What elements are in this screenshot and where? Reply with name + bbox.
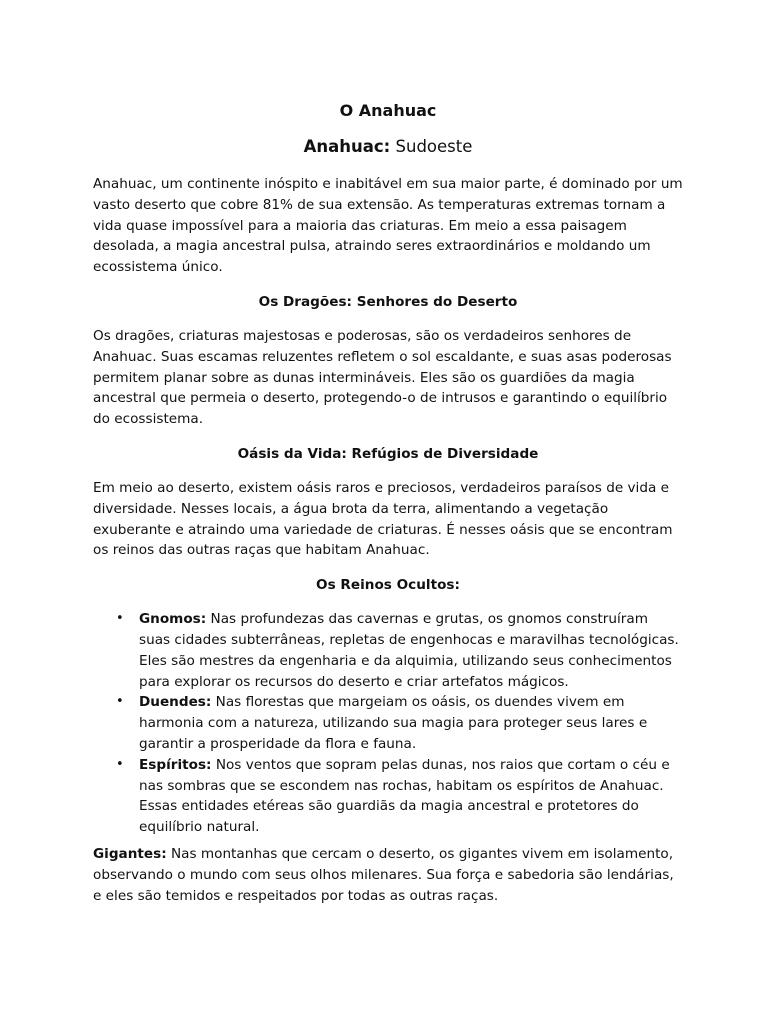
section-paragraph-oasis: Em meio ao deserto, existem oásis raros e preciosos, verdadeiros paraísos de vida e diversidade. Nesses locais, a água brota da terra, alimentando a vegetação exuberante e atraindo uma variedade de criaturas. É nesses oásis que se encontram os reinos das outras raças que habitam Anahuac. xyxy=(93,479,673,559)
giants-description: Nas montanhas que cercam o deserto, os gigantes vivem em isolamento, observando o mundo com seus olhos milenares. Sua força e sabedoria são lendárias, e eles são temidos e respeitados por todas as outras raças. xyxy=(93,845,674,904)
section-heading-dragons: Os Dragões: Senhores do Deserto xyxy=(258,293,518,310)
realm-term: Espíritos: xyxy=(139,756,212,773)
document-subtitle xyxy=(93,136,683,158)
section-heading-realms: Os Reinos Ocultos: xyxy=(316,577,460,594)
intro-paragraph: Anahuac, um continente inóspito e inabitável em sua maior parte, é dominado por um vasto deserto que cobre 81% de sua extensão. As temperaturas extremas tornam a vida quase impossível para a maioria das criaturas. Em meio a essa paisagem desolada, a magia ancestral pulsa, atraindo seres extraordinários e moldando um ecossistema único. xyxy=(93,176,683,276)
bullet-icon: • xyxy=(116,756,124,772)
list-item-gnomos xyxy=(93,609,683,692)
list-item-espiritos xyxy=(93,755,683,838)
realms-list xyxy=(93,609,683,838)
section-paragraph-dragons: Os dragões, criaturas majestosas e poderosas, são os verdadeiros senhores de Anahuac. Suas escamas reluzentes refletem o sol escaldante, e suas asas poderosas permitem planar sobre as dunas intermináveis. Eles são os guardiões da magia ancestral que permeia o deserto, protegendo-o de intrusos e garantindo o equilíbrio do ecossistema. xyxy=(93,327,672,428)
giants-paragraph xyxy=(93,844,683,906)
document-title: O Anahuac xyxy=(339,101,437,120)
realm-description: Nos ventos que sopram pelas dunas, nos raios que cortam o céu e nas sombras que se escondem nas rochas, habitam os espíritos de Anahuac. Essas entidades etéreas são guardiãs da magia ancestral e protetores do equilíbrio natural. xyxy=(139,756,670,836)
list-item-duendes xyxy=(93,692,683,754)
subtitle-label: Anahuac: xyxy=(303,137,391,156)
subtitle-value: Sudoeste xyxy=(390,137,473,156)
section-heading-oasis: Oásis da Vida: Refúgios de Diversidade xyxy=(237,445,539,462)
giants-term: Gigantes: xyxy=(93,845,167,862)
bullet-icon: • xyxy=(116,694,124,710)
realm-description: Nas florestas que margeiam os oásis, os duendes vivem em harmonia com a natureza, utilizando sua magia para proteger seus lares e garantir a prosperidade da flora e fauna. xyxy=(139,694,648,752)
realm-description: Nas profundezas das cavernas e grutas, os gnomos construíram suas cidades subterrâneas, repletas de engenhocas e maravilhas tecnológicas. Eles são mestres da engenharia e da alquimia, utilizando seus conhecimentos para explorar os recursos do deserto e criar artefatos mágicos. xyxy=(139,611,679,690)
document-page xyxy=(93,100,683,906)
bullet-icon: • xyxy=(116,611,124,627)
realm-term: Gnomos: xyxy=(139,611,207,628)
realm-term: Duendes: xyxy=(139,694,212,711)
